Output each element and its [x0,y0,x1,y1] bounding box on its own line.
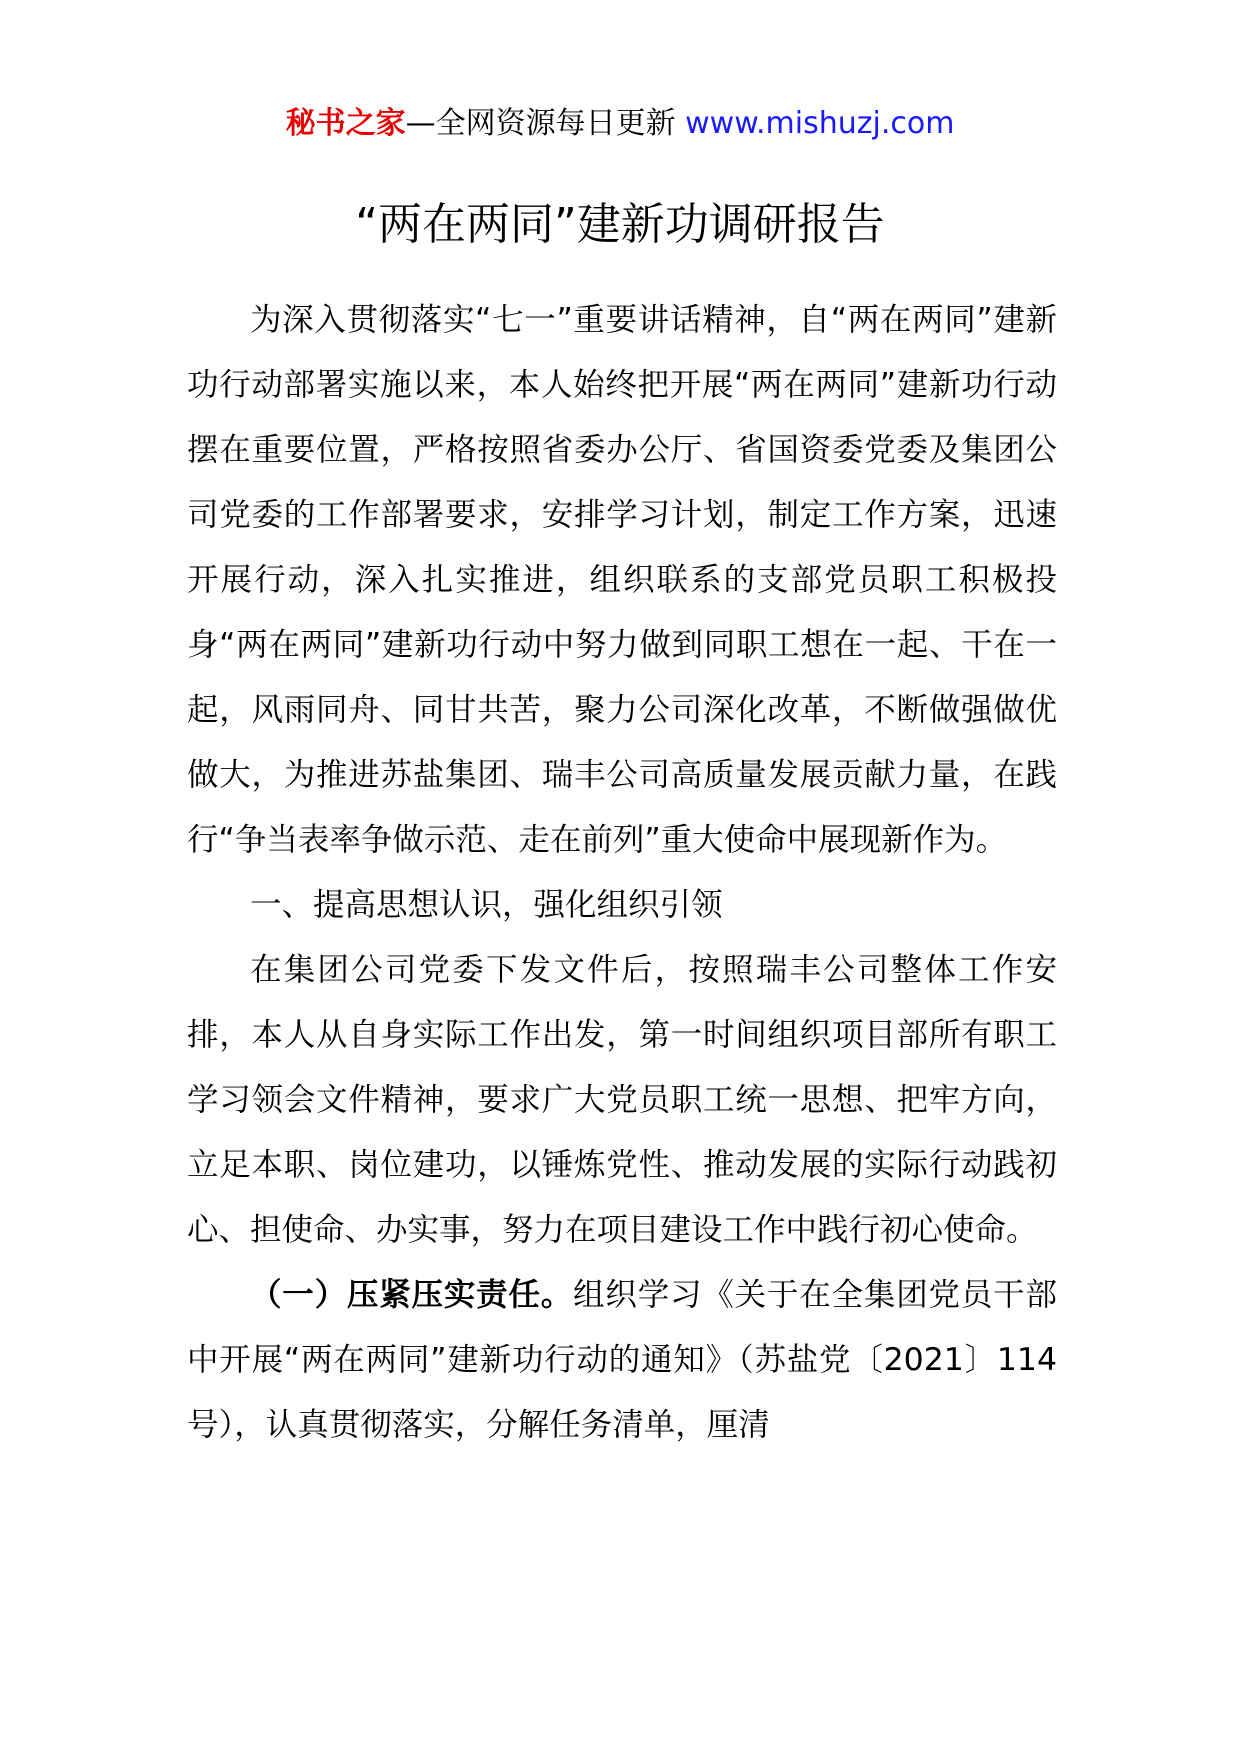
brand-name: 秘书之家 [285,106,406,141]
site-url[interactable]: www.mishuzj.com [685,106,955,141]
paragraph-3 [187,1263,1057,1458]
paragraph-2: 在集团公司党委下发文件后，按照瑞丰公司整体工作安排，本人从自身实际工作出发，第一时间组织项目部所有职工学习领会文件精神，要求广大党员职工统一思想、把牢方向，立足本职、岗位建功，以锤炼党性、推动发展的实际行动践初心、担使命、办实事，努力在项目建设工作中践行初心使命。 [187,952,1057,1248]
paragraph-3-text: 组织学习《关于在全集团党员干部中开展“两在两同”建新功行动的通知》（苏盐党〔2021〕114号），认真贯彻落实，分解任务清单，厘清 [187,1277,1057,1443]
intro-paragraph: 为深入贯彻落实“七一”重要讲话精神，自“两在两同”建新功行动部署实施以来，本人始终把开展“两在两同”建新功行动摆在重要位置，严格按照省委办公厅、省国资委党委及集团公司党委的工作部署要求，安排学习计划，制定工作方案，迅速开展行动，深入扎实推进，组织联系的支部党员职工积极投身“两在两同”建新功行动中努力做到同职工想在一起、干在一起，风雨同舟、同甘共苦，聚力公司深化改革，不断做强做优做大，为推进苏盐集团、瑞丰公司高质量发展贡献力量，在践行“争当表率争做示范、走在前列”重大使命中展现新作为。 [187,302,1057,858]
site-header [0,100,1240,148]
section-heading-1: 一、提高思想认识，强化组织引领 [250,887,723,923]
subheading-1: （一）压紧压实责任。 [250,1277,574,1313]
header-tagline: —全网资源每日更新 [405,106,686,141]
document-title: “两在两同”建新功调研报告 [355,199,885,250]
document-body [187,288,1057,1458]
